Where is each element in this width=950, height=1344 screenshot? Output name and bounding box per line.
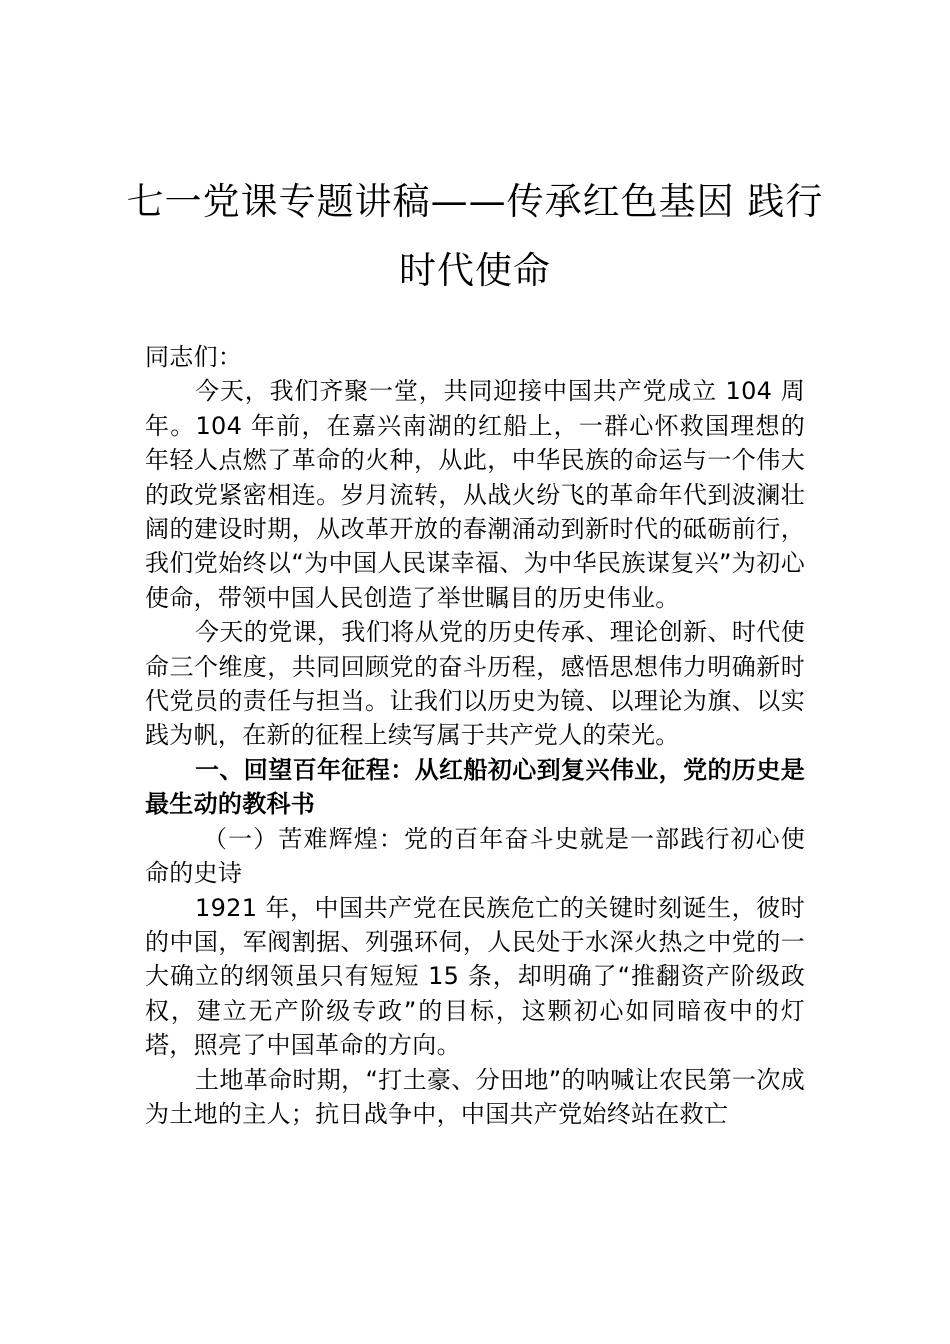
paragraph-intro-2: 今天的党课，我们将从党的历史传承、理论创新、时代使命三个维度，共同回顾党的奋斗历程，感悟思想伟力明确新时代党员的责任与担当。让我们以历史为镜、以理论为旗、以实践为帆，在新的征程上续写属于共产党人的荣光。: [145, 618, 805, 750]
paragraph-intro-1: 今天，我们齐聚一堂，共同迎接中国共产党成立 104 周年。104 年前，在嘉兴南湖的红船上，一群心怀救国理想的年轻人点燃了革命的火种，从此，中华民族的命运与一个伟大的政党紧密相连。岁月流转，从战火纷飞的革命年代到波澜壮阔的建设时期，从改革开放的春潮涌动到新时代的砥砺前行，我们党始终以“为中国人民谋幸福、为中华民族谋复兴”为初心使命，带领中国人民创造了举世瞩目的历史伟业。: [145, 377, 805, 612]
paragraph-body-2: 土地革命时期，“打土豪、分田地”的呐喊让农民第一次成为土地的主人；抗日战争中，中国共产党始终站在救亡: [145, 1065, 805, 1128]
paragraph-body-1: 1921 年，中国共产党在民族危亡的关键时刻诞生，彼时的中国，军阀割据、列强环伺，人民处于水深火热之中党的一大确立的纲领虽只有短短 15 条，却明确了“推翻资产阶级政权，建立无产阶级专政”的目标，这颗初心如同暗夜中的灯塔，照亮了中国革命的方向。: [145, 893, 805, 1060]
section-heading: 一、回望百年征程：从红船初心到复兴伟业，党的历史是最生动的教科书: [145, 755, 805, 819]
document-title-line-1: 七一党课专题讲稿——传承红色基因 践行: [126, 180, 824, 223]
document-body: [145, 340, 805, 1131]
salutation: 同志们：: [145, 343, 243, 371]
subsection-heading: （一）苦难辉煌：党的百年奋斗史就是一部践行初心使命的史诗: [145, 824, 805, 888]
document-title-line-2: 时代使命: [399, 249, 551, 292]
